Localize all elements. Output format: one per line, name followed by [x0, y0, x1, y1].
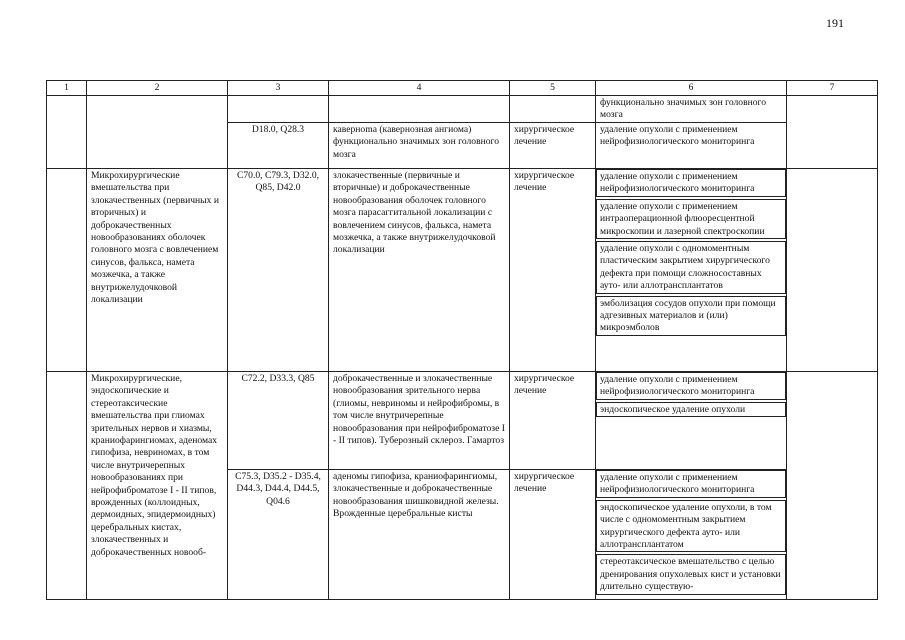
method-desc-cell: удаление опухоли с применением нейрофизиологического мониторинга — [596, 123, 787, 169]
page-number: 191 — [826, 16, 844, 30]
header-row — [47, 81, 878, 96]
diagnosis-cell — [329, 96, 510, 123]
method-item: удаление опухоли с применением нейрофизиологического мониторинга — [596, 169, 786, 197]
codes-cell: C72.2, D33.3, Q85 — [228, 372, 329, 470]
method-list-cell — [596, 169, 787, 372]
treatment-type-cell: хирургическое лечение — [510, 169, 596, 372]
col7-cell — [787, 96, 878, 169]
method-cell — [87, 96, 228, 169]
method-item: удаление опухоли с применением нейрофизиологического мониторинга — [596, 372, 786, 400]
treatment-type-cell: хирургическое лечение — [510, 123, 596, 169]
col1-cell — [47, 96, 87, 169]
diagnosis-cell: доброкачественные и злокачественные новообразования зрительного нерва (глиомы, невриномы и нейрофибромы, в том числе внутричерепные новообразования при нейрофиброматозе I - II типов). Туберозный склероз. Гамартоз — [329, 372, 510, 470]
treatment-type-cell: хирургическое лечение — [510, 372, 596, 470]
method-desc-cell: функционально значимых зон головного мозга — [596, 96, 787, 123]
diagnosis-cell: злокачественные (первичные и вторичные) и доброкачественные новообразования оболочек головного мозга парасаггитальной локализации с вовлечением синусов, фалькса, намета мозжечка, а также внутрижелудочковой локализации — [329, 169, 510, 372]
method-item: удаление опухоли с применением нейрофизиологического мониторинга — [596, 470, 786, 498]
codes-cell: D18.0, Q28.3 — [228, 123, 329, 169]
codes-cell: C75.3, D35.2 - D35.4, D44.3, D44.4, D44.5, Q04.6 — [228, 470, 329, 600]
col1-cell — [47, 169, 87, 372]
treatment-type-cell — [510, 96, 596, 123]
header-col-3: 3 — [228, 81, 329, 96]
table-row — [47, 372, 878, 470]
codes-cell: C70.0, C79.3, D32.0, Q85, D42.0 — [228, 169, 329, 372]
method-item: эндоскопическое удаление опухоли, в том числе с одномоментным закрытием хирургического дефекта ауто- или аллотрансплантатом — [596, 500, 786, 553]
method-item: удаление опухоли с одномоментным пластическим закрытием хирургического дефекта при помощи сложносоставных ауто- или аллотрансплантатов — [596, 241, 786, 294]
header-col-2: 2 — [87, 81, 228, 96]
header-col-7: 7 — [787, 81, 878, 96]
method-list-cell — [596, 470, 787, 600]
table-row — [47, 169, 878, 372]
method-item: эндоскопическое удаление опухоли — [596, 402, 786, 417]
method-list-cell — [596, 372, 787, 470]
col7-cell — [787, 372, 878, 600]
codes-cell — [228, 96, 329, 123]
diagnosis-cell: каверноma (кавернозная ангиома) функционально значимых зон головного мозга — [329, 123, 510, 169]
header-col-4: 4 — [329, 81, 510, 96]
method-cell: Микрохирургические, эндоскопические и стереотаксические вмешательства при глиомах зрительных нервов и хиазмы, краниофарингиомах, аденомах гипофиза, невриномах, в том числе внутричерепных новообразованиях при нейрофиброматозе I - II типов, врожденных (коллоидных, дермоидных, эпидермоидных) церебральных кистах, злокачественных и доброкачественных новооб- — [87, 372, 228, 600]
table-row — [47, 96, 878, 123]
treatment-type-cell: хирургическое лечение — [510, 470, 596, 600]
diagnosis-cell: аденомы гипофиза, краниофарингиомы, злокачественные и доброкачественные новообразования шишковидной железы. Врожденные церебральные кисты — [329, 470, 510, 600]
method-item: эмболизация сосудов опухоли при помощи адгезивных материалов и (или) микроэмболов — [596, 296, 786, 336]
method-item: стереотаксическое вмешательство с целью дренирования опухолевых кист и установки длительно существую- — [596, 554, 786, 594]
col7-cell — [787, 169, 878, 372]
method-item: удаление опухоли с применением интраоперационной флюоресцентной микроскопии и лазерной спектроскопии — [596, 199, 786, 239]
header-col-1: 1 — [47, 81, 87, 96]
procedures-table — [46, 80, 878, 600]
col1-cell — [47, 372, 87, 600]
header-col-5: 5 — [510, 81, 596, 96]
method-cell: Микрохирургические вмешательства при злокачественных (первичных и вторичных) и доброкачественных новообразованиях оболочек головного мозга с вовлечением синусов, фалькса, намета мозжечка, а также внутрижелудочковой локализации — [87, 169, 228, 372]
header-col-6: 6 — [596, 81, 787, 96]
